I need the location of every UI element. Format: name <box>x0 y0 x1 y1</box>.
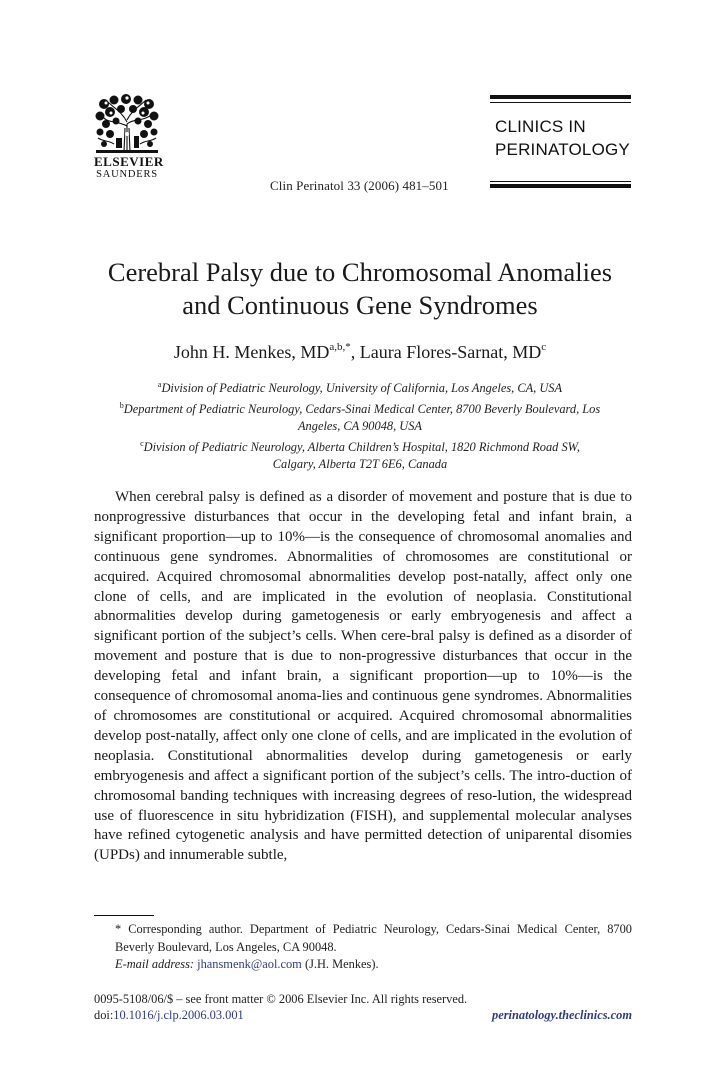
journal-rule-bottom-thin <box>490 181 631 182</box>
author-separator: , <box>350 342 360 362</box>
footnote-block <box>94 921 632 974</box>
corresponding-author-note: * Corresponding author. Department of Pediatric Neurology, Cedars-Sinai Medical Center, 8700 Beverly Boulevard, Los Angeles, CA 90048. <box>115 922 632 954</box>
journal-rule-top-thin <box>490 102 631 103</box>
author-name: John H. Menkes, MD <box>173 342 330 362</box>
email-note <box>94 956 632 974</box>
publisher-name: ELSEVIER <box>94 154 164 169</box>
journal-citation: Clin Perinatol 33 (2006) 481–501 <box>270 178 449 193</box>
article-title-line1: Cerebral Palsy due to Chromosomal Anomalies <box>107 257 613 287</box>
author-name: Laura Flores-Sarnat, MD <box>359 342 542 362</box>
affiliation-mark: c <box>140 439 144 449</box>
email-label: E-mail address: <box>115 957 195 971</box>
doi-line <box>94 1008 244 1023</box>
front-matter-notice: 0095-5108/06/$ – see front matter © 2006 Elsevier Inc. All rights reserved. <box>94 992 468 1006</box>
affiliation-text: Division of Pediatric Neurology, Alberta Children’s Hospital, 1820 Richmond Road SW, Calgary, Alberta T2T 6E6, Canada <box>143 440 580 472</box>
publisher-imprint: SAUNDERS <box>96 169 158 180</box>
affiliation-text: Department of Pediatric Neurology, Cedars-Sinai Medical Center, 8700 Beverly Boulevard, Los Angeles, CA 90048, USA <box>123 402 601 434</box>
affiliation <box>80 435 640 473</box>
affiliation-mark: a <box>157 380 162 389</box>
doi-link[interactable]: 10.1016/j.clp.2006.03.001 <box>113 1008 244 1022</box>
email-link[interactable]: jhansmenk@aol.com <box>197 957 302 971</box>
elsevier-tree-icon <box>94 94 160 154</box>
author-affiliation-marks: a,b,* <box>329 341 351 353</box>
publisher-logo <box>94 94 164 181</box>
journal-rule-top-thick <box>490 95 631 99</box>
article-title <box>60 256 660 322</box>
affiliation <box>80 397 640 435</box>
author-list <box>60 342 660 363</box>
affiliation-list <box>80 376 640 473</box>
journal-name-line2: PERINATOLOGY <box>495 140 630 159</box>
journal-website-link[interactable]: perinatology.theclinics.com <box>492 1008 632 1022</box>
affiliation-mark: b <box>119 401 124 411</box>
journal-name <box>495 115 635 161</box>
doi-label: doi: <box>94 1008 114 1022</box>
footnote-rule <box>94 915 154 916</box>
email-suffix: (J.H. Menkes). <box>304 957 379 971</box>
article-title-line2: and Continuous Gene Syndromes <box>182 290 538 320</box>
affiliation-text: Division of Pediatric Neurology, University of California, Los Angeles, CA, USA <box>161 381 563 396</box>
body-paragraph: When cerebral palsy is defined as a disorder of movement and posture that is due to nonprogressive disturbances that occur in the developing fetal and infant brain, a significant proportion—up to 10%—is the consequence of chromosomal anomalies and continuous gene syndromes. Abnormalities of chromosomes are constitutional or acquired. Acquired chromosomal abnormalities develop post-natally, affect only one clone of cells, and are implicated in the evolution of neoplasia. Constitutional abnormalities develop during gametogenesis or early embryogenesis and affect a significant portion of the subject’s cells. When cere-bral palsy is defined as a disorder of movement and posture that is due to non-progressive disturbances that occur in the developing fetal and infant brain, a significant proportion—up to 10%—is the consequence of chromosomal anoma-lies and continuous gene syndromes. Abnormalities of chromosomes are constitutional or acquired. Acquired chromosomal abnormalities develop post-natally, affect only one clone of cells, and are implicated in the evolution of neoplasia. Constitutional abnormalities develop during gametogenesis or early embryogenesis and affect a significant portion of the subject’s cells. The intro-duction of chromosomal banding techniques with increasing degrees of reso-lution, the widespread use of fluorescence in situ hybridization (FISH), and supplemental molecular analyses have refined cytogenetic analysis and have permitted detection of uniparental disomies (UPDs) and innumerable subtle, <box>94 489 632 864</box>
affiliation <box>80 376 640 397</box>
journal-name-line1: CLINICS IN <box>495 117 586 136</box>
author-affiliation-marks: c <box>541 341 547 353</box>
journal-rule-bottom-thick <box>490 184 631 188</box>
